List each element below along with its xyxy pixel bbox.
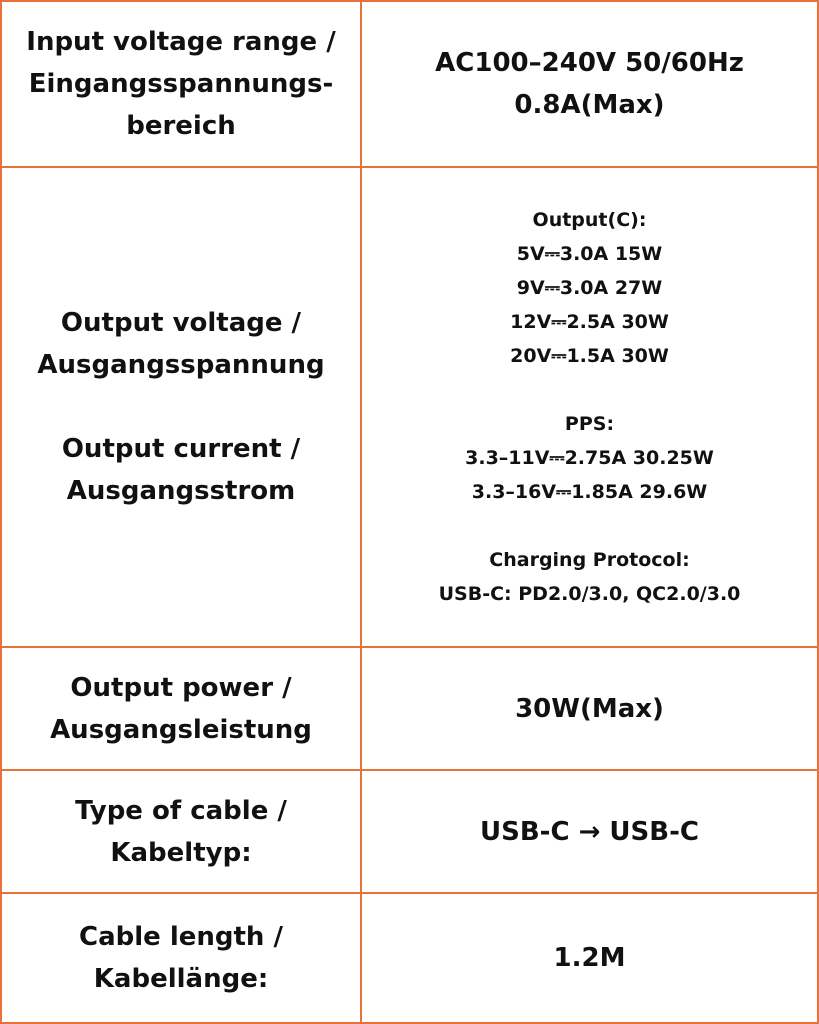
output-power-value-cell (362, 648, 817, 771)
charging-protocol-heading: Charging Protocol: (489, 549, 690, 571)
output-power-label (50, 667, 312, 751)
label-line: Cable length / (79, 922, 283, 952)
label-line: Input voltage range / (26, 27, 336, 57)
output-c-line: 9V⎓3.0A 27W (516, 277, 663, 299)
label-line: Output voltage / (60, 308, 302, 338)
label-line: Output current / (61, 434, 301, 464)
label-line: Output power / (70, 672, 292, 703)
pps-line: 3.3–16V⎓1.85A 29.6W (471, 481, 708, 503)
label-line: Eingangsspannungs- (28, 69, 334, 99)
value-line: 30W(Max) (515, 693, 664, 724)
label-line: Type of cable / (75, 795, 287, 826)
input-voltage-value (435, 42, 744, 126)
value-line: 1.2M (553, 943, 626, 973)
label-line: Ausgangsspannung (37, 350, 325, 380)
cable-type-label (75, 790, 287, 874)
label-line: Ausgangsstrom (66, 476, 296, 506)
cable-length-value-cell (362, 894, 817, 1022)
output-power-label-cell (2, 648, 362, 771)
output-voltage-current-label (37, 302, 324, 512)
input-voltage-value-cell (362, 2, 817, 168)
label-line: bereich (126, 111, 236, 141)
label-line: Kabellänge: (93, 964, 269, 994)
output-power-value (515, 688, 664, 730)
output-specs-value-cell (362, 168, 817, 648)
pps-heading: PPS: (564, 413, 615, 435)
output-specs-value (439, 203, 741, 611)
output-c-line: 12V⎓2.5A 30W (510, 311, 669, 333)
cable-type-value (480, 811, 699, 853)
output-voltage-current-label-cell (2, 168, 362, 648)
label-line: Kabeltyp: (110, 837, 252, 868)
cable-type-label-cell (2, 771, 362, 894)
value-line: AC100–240V 50/60Hz (435, 48, 744, 78)
cable-type-value-cell (362, 771, 817, 894)
output-c-heading: Output(C): (532, 209, 647, 231)
input-voltage-label (26, 21, 335, 147)
cable-length-label (79, 916, 283, 1000)
value-line: USB-C → USB-C (480, 816, 699, 847)
label-line: Ausgangsleistung (50, 714, 312, 745)
cable-length-value (554, 937, 626, 979)
value-line: 0.8A(Max) (514, 90, 665, 120)
cable-length-label-cell (2, 894, 362, 1022)
output-c-line: 5V⎓3.0A 15W (516, 243, 663, 265)
charging-protocol-line: USB-C: PD2.0/3.0, QC2.0/3.0 (438, 583, 741, 605)
input-voltage-label-cell (2, 2, 362, 168)
output-c-line: 20V⎓1.5A 30W (510, 345, 669, 367)
pps-line: 3.3–11V⎓2.75A 30.25W (465, 447, 714, 469)
